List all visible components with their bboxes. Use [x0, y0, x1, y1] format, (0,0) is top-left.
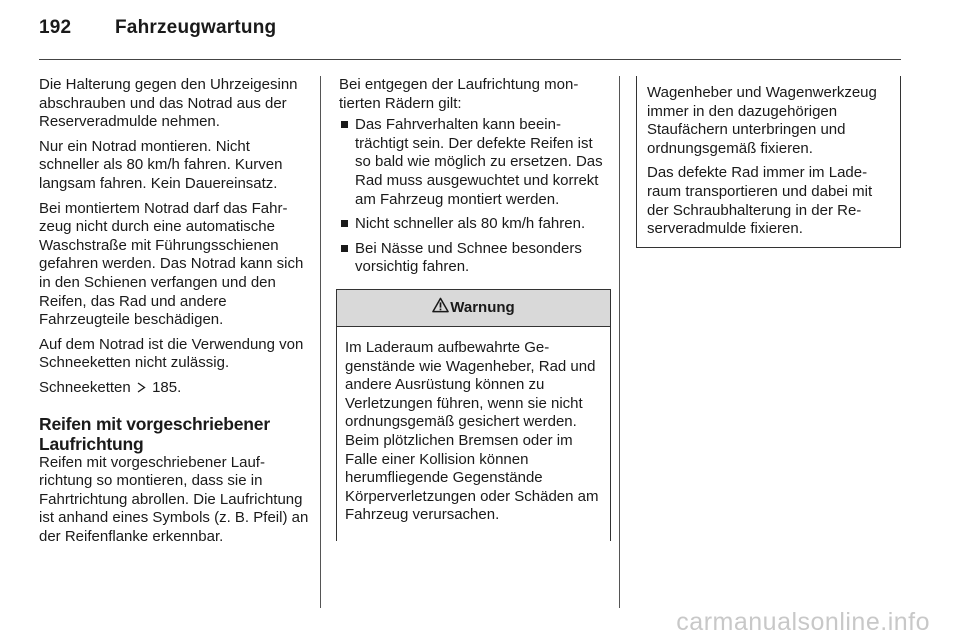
column-1: [39, 76, 309, 552]
paragraph: Reifen mit vorgeschriebener Laufrichtung so montieren, dass sie in Fahrtrichtung abrollen. Die Laufrichtung ist anhand eines Symbols (z. B. Pfeil) an der Reifenflanke erkennbar.: [39, 453, 309, 545]
column-divider: [320, 76, 321, 608]
list-item-text: Bei Nässe und Schnee besonders vorsichtig fahren.: [355, 239, 582, 276]
header-rule: [39, 59, 901, 60]
section-heading: Reifen mit vorgeschriebener Laufrichtung: [39, 413, 270, 454]
paragraph: Das defekte Rad immer im Laderaum transportieren und dabei mit der Schraubhalterung in der Reserveradmulde fixieren.: [647, 164, 873, 238]
bullet-list: [339, 116, 609, 277]
watermark: carmanualsonline.info: [676, 608, 930, 636]
column-divider: [619, 76, 620, 608]
warning-title: Warnung: [450, 298, 515, 316]
list-item-text: Das Fahrverhalten kann beeinträchtigt sein. Der defekte Reifen ist so bald wie möglich zu ersetzen. Das Rad muss ausgewuchtet und korrekt am Fahrzeug montiert werden.: [355, 116, 603, 208]
paragraph: Die Halterung gegen den Uhrzeigesinn abschrauben und das Notrad aus der Reserveradmulde nehmen.: [39, 76, 298, 131]
bullet-square-icon: [341, 220, 348, 227]
column-3: [638, 76, 900, 248]
paragraph: Bei entgegen der Laufrichtung montierten Rädern gilt:: [339, 76, 579, 112]
paragraph: Wagenheber und Wagenwerkzeug immer in den dazugehörigen Staufächern unterbringen und ordnungsgemäß fixieren.: [647, 84, 877, 157]
bullet-square-icon: [341, 245, 348, 252]
paragraph: Bei montiertem Notrad darf das Fahrzeug nicht durch eine automatische Waschstraße mit Führungsschienen gefahren werden. Das Notrad kann sich in den Schienen verfangen und den Reifen, das Rad und andere Fahrzeugteile beschädigen.: [39, 199, 304, 329]
reference-page: 185.: [152, 378, 182, 396]
column-2: [339, 76, 609, 541]
warning-text: Im Laderaum aufbewahrte Gegenstände wie Wagenheber, Rad und andere Ausrüstung können zu Verletzungen führen, wenn sie nicht ordnungsgemäß gesichert werden. Beim plötzlichen Bremsen oder im Falle einer Kollision können herumfliegende Gegenstände Körperverletzungen oder Schäden am Fahrzeug verursachen.: [345, 338, 599, 524]
info-box: [636, 76, 901, 248]
list-item: [339, 215, 609, 234]
warning-triangle-icon: [432, 297, 450, 319]
page-number: 192: [39, 17, 72, 38]
cross-reference[interactable]: [39, 379, 309, 398]
page-title: Fahrzeugwartung: [115, 17, 277, 38]
page-arrow-icon: [135, 379, 152, 396]
list-item-text: Nicht schneller als 80 km/h fahren.: [355, 215, 586, 233]
paragraph: Nur ein Notrad montieren. Nicht schneller als 80 km/h fahren. Kurven langsam fahren. Kein Dauereinsatz.: [39, 137, 283, 192]
paragraph: Auf dem Notrad ist die Verwendung von Schneeketten nicht zulässig.: [39, 335, 304, 372]
warning-header: [337, 289, 610, 327]
warning-box: [336, 289, 611, 541]
list-item: [339, 240, 609, 277]
reference-text: Schneeketten: [39, 378, 131, 396]
list-item: [339, 116, 609, 209]
bullet-square-icon: [341, 121, 348, 128]
